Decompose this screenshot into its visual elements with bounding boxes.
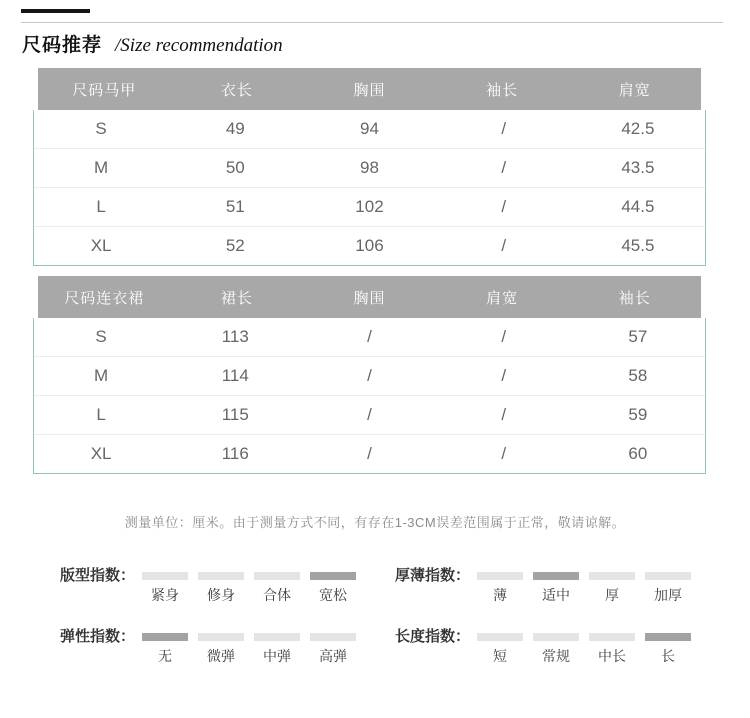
header-cell-skirt-length: 裙长 <box>220 289 253 307</box>
table-header-row <box>38 276 701 318</box>
value-cell: / <box>501 158 507 177</box>
scale-segment-active <box>142 629 188 666</box>
scale-bar <box>142 633 188 641</box>
value-cell: / <box>501 444 507 463</box>
scale-segment <box>589 629 635 666</box>
scale-bar <box>310 572 356 580</box>
table-row <box>34 356 705 395</box>
header-cell-shoulder: 肩宽 <box>486 289 519 307</box>
table-row <box>34 110 705 148</box>
value-cell: 60 <box>628 444 648 463</box>
scale-segment-active <box>310 568 356 605</box>
size-cell: XL <box>90 236 112 255</box>
indicator-label: 版型指数： <box>60 567 136 584</box>
scale-bar <box>477 572 523 580</box>
size-cell: L <box>96 405 106 424</box>
table-header-row <box>38 68 701 110</box>
scale-option-label: 薄 <box>493 587 508 603</box>
header-cell-size: 尺码连衣裙 <box>64 289 145 307</box>
scale-bar <box>198 572 244 580</box>
scale-option-label: 短 <box>493 648 508 664</box>
value-cell: 98 <box>360 158 379 177</box>
table-row <box>34 148 705 187</box>
scale-option-label: 长 <box>661 648 676 664</box>
scale-bar <box>589 633 635 641</box>
top-divider-line <box>21 22 723 23</box>
value-cell: 44.5 <box>621 197 655 216</box>
scale-bar <box>310 633 356 641</box>
scale-segment <box>645 568 691 605</box>
scale-option-label: 厚 <box>605 587 620 603</box>
scale-segment <box>254 629 300 666</box>
scale-option-label: 常规 <box>542 648 571 664</box>
header-cell-bust: 胸围 <box>353 81 386 99</box>
scale-segment <box>310 629 356 666</box>
header-cell-shoulder: 肩宽 <box>618 81 651 99</box>
section-title-en: /Size recommendation <box>115 35 283 56</box>
indicator-thickness <box>395 568 710 608</box>
value-cell: 45.5 <box>621 236 655 255</box>
value-cell: / <box>501 197 507 216</box>
scale-bar <box>254 633 300 641</box>
scale-option-label: 无 <box>158 648 173 664</box>
indicator-label: 长度指数： <box>395 628 471 645</box>
value-cell: 42.5 <box>621 119 655 138</box>
indicator-fit <box>60 568 395 608</box>
indicator-elasticity <box>60 629 395 669</box>
header-cell-bust: 胸围 <box>353 289 386 307</box>
scale-bar <box>645 572 691 580</box>
value-cell: 51 <box>225 197 245 216</box>
table-row <box>34 434 705 473</box>
scale-segment <box>589 568 635 605</box>
scale-option-label: 合体 <box>263 587 292 603</box>
indicator-scale <box>142 568 356 605</box>
scale-segment-active <box>533 568 579 605</box>
scale-option-label: 中长 <box>598 648 627 664</box>
header-cell-sleeve: 袖长 <box>618 289 651 307</box>
value-cell: 50 <box>225 158 245 177</box>
indicator-scale <box>142 629 356 666</box>
scale-segment <box>254 568 300 605</box>
scale-segment <box>142 568 188 605</box>
scale-option-label: 微弹 <box>207 648 236 664</box>
indicator-length <box>395 629 710 669</box>
scale-option-label: 适中 <box>542 587 571 603</box>
value-cell: / <box>501 327 507 346</box>
value-cell: 102 <box>355 197 384 216</box>
value-cell: / <box>367 366 372 385</box>
section-title <box>22 30 283 57</box>
size-cell: S <box>95 327 107 346</box>
dress-size-table <box>33 276 706 474</box>
indicator-scale <box>477 568 691 605</box>
scale-bar <box>533 572 579 580</box>
scale-option-label: 修身 <box>207 587 236 603</box>
header-cell-sleeve: 袖长 <box>486 81 519 99</box>
value-cell: / <box>367 405 372 424</box>
top-accent-line <box>21 9 90 13</box>
scale-bar <box>198 633 244 641</box>
value-cell: 59 <box>628 405 648 424</box>
value-cell: 115 <box>221 405 249 424</box>
product-index-panel <box>60 568 710 669</box>
scale-bar <box>533 633 579 641</box>
size-cell: M <box>94 158 109 177</box>
section-title-cn: 尺码推荐 <box>22 35 103 56</box>
vest-size-table <box>33 68 706 266</box>
measurement-note: 测量单位：厘米。由于测量方式不同，有存在1-3CM误差范围属于正常，敬请谅解。 <box>124 515 626 530</box>
value-cell: 52 <box>225 236 245 255</box>
table-body <box>33 318 706 474</box>
scale-segment <box>198 629 244 666</box>
value-cell: / <box>367 327 372 346</box>
table-row <box>34 318 705 356</box>
value-cell: 49 <box>225 119 245 138</box>
indicator-scale <box>477 629 691 666</box>
indicator-label: 弹性指数： <box>60 628 136 645</box>
scale-segment-active <box>645 629 691 666</box>
value-cell: / <box>501 366 507 385</box>
scale-segment <box>477 629 523 666</box>
value-cell: 57 <box>628 327 648 346</box>
scale-option-label: 紧身 <box>151 587 180 603</box>
value-cell: / <box>501 236 507 255</box>
value-cell: 114 <box>221 366 249 385</box>
size-cell: XL <box>90 444 112 463</box>
size-cell: M <box>94 366 109 385</box>
scale-option-label: 加厚 <box>654 587 683 603</box>
header-cell-size: 尺码马甲 <box>72 81 137 99</box>
scale-option-label: 中弹 <box>263 648 292 664</box>
table-row <box>34 226 705 265</box>
table-row <box>34 187 705 226</box>
table-row <box>34 395 705 434</box>
table-body <box>33 110 706 266</box>
size-cell: L <box>96 197 106 216</box>
size-cell: S <box>95 119 107 138</box>
value-cell: 43.5 <box>621 158 655 177</box>
scale-segment <box>533 629 579 666</box>
value-cell: / <box>501 405 507 424</box>
scale-bar <box>645 633 691 641</box>
header-cell-garment-length: 衣长 <box>220 81 253 99</box>
scale-bar <box>477 633 523 641</box>
scale-bar <box>589 572 635 580</box>
scale-bar <box>142 572 188 580</box>
value-cell: 94 <box>360 119 379 138</box>
value-cell: 106 <box>355 236 384 255</box>
scale-segment <box>477 568 523 605</box>
indicator-label: 厚薄指数： <box>395 567 471 584</box>
scale-segment <box>198 568 244 605</box>
value-cell: / <box>367 444 372 463</box>
value-cell: / <box>501 119 507 138</box>
scale-option-label: 高弹 <box>319 648 348 664</box>
scale-bar <box>254 572 300 580</box>
scale-option-label: 宽松 <box>319 587 348 603</box>
value-cell: 58 <box>628 366 648 385</box>
value-cell: 113 <box>221 327 249 346</box>
value-cell: 116 <box>221 444 249 463</box>
